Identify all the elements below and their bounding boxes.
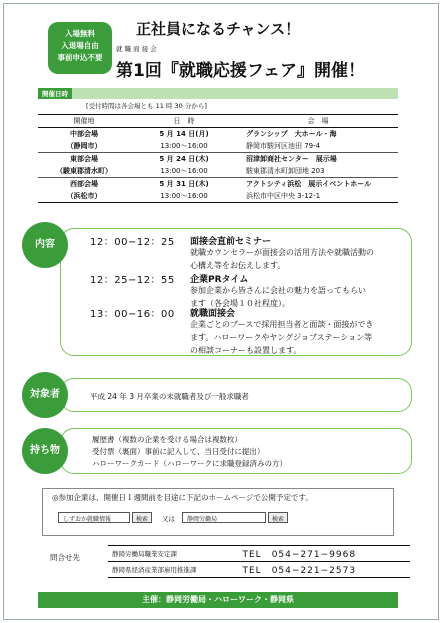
event-time: 13:00〜16:00 [130,190,238,203]
target-circle: 対象者 [22,372,68,418]
schedule-bar [38,88,398,99]
bring-list [92,434,287,470]
free-entry-badge [48,22,112,74]
organizer-small: 就 職 面 接 会 [116,45,157,53]
badge-line2: 入退場自由 [61,41,99,50]
table-row [38,128,398,141]
desc-line: の相談コーナーも設置します。 [190,346,302,355]
event-date: 5 月 14 日(月) [130,128,238,141]
desc-line: ます（各会場１０社程度）。 [190,299,290,308]
or-text: 又は [162,515,175,523]
table-row [38,140,398,153]
table-row [38,190,398,203]
bring-item: 履歴書（複数の企業を受ける場合は複数枚） [92,435,242,444]
program-name: 企業PRタイム [190,275,249,285]
venue-name: 西部会場 [38,178,130,191]
contact-label: 問合せ先 [50,553,80,562]
bring-circle: 持ち物 [22,428,68,474]
contact-tel: TEL 054−221−2573 [239,562,411,578]
venue-address: 駿東郡清水町卸団地 203 [246,167,325,175]
venue-sub: （静岡市） [66,142,102,150]
venue-sub: （駿東郡清水町） [56,167,112,175]
desc-line: 就職カウンセラーが面接会の活用方法や就職活動の [190,248,374,257]
venue-address: 静岡市駿河区池田 79-4 [246,142,321,150]
footer-organizers: 主催：静岡労働局・ハローワーク・静岡県 [38,592,398,608]
table-row [108,562,410,578]
desc-line: 心構え等をお伝えします。 [190,261,286,270]
contact-tel: TEL 054−271−9968 [239,546,411,562]
search-input-roudoukyoku[interactable]: 静岡労働局 [182,512,266,523]
desc-line: 参加企業から皆さんに会社の魅力を語ってもらい [190,286,366,295]
table-row [38,178,398,191]
program-name: 面接会直前セミナー [190,237,272,247]
notice-text: ◎参加企業は、開催日１週間前を目途に下記のホームページで公開予定です。 [52,493,313,502]
event-time: 13:00〜16:00 [160,167,208,175]
desc-line: ます。ハローワークやヤングジョブステーション等 [190,333,373,342]
target-text: 平成 24 年 3 月卒業の未就職者及び一般求職者 [90,392,249,401]
table-row [108,546,410,562]
program-desc [190,318,373,357]
bring-item: ハローワークカード（ハローワークに求職登録済みの方） [92,459,287,468]
contact-org: 静岡県経済産業部雇用推進課 [108,562,239,578]
schedule-table [38,114,398,203]
event-date: 5 月 24 日(木) [130,153,238,166]
bring-item: 受付票（裏面）事前に記入して、当日受付に提出） [92,447,265,456]
venue-place: アクトシティ浜松 展示イベントホール [238,178,398,191]
desc-line: 企業ごとのブースで採用担当者と面談・面接ができ [190,320,374,329]
venue-name: 中部会場 [38,128,130,141]
venue-name: 東部会場 [38,153,130,166]
venue-place: 沼津卸商社センター 展示場 [238,153,398,166]
venue-place: グランシップ 大ホール・海 [238,128,398,141]
page-title: 第1回『就職応援フェア』開催！ [116,61,365,81]
table-row [38,165,398,178]
search-button[interactable]: 検索 [132,512,152,523]
contact-org: 静岡労働局職業安定課 [108,546,239,562]
table-row [38,153,398,166]
search-input-shizuoka[interactable]: しずおか就職情報 [58,512,130,523]
col-header: 開催地 [38,115,130,128]
search-button[interactable]: 検索 [268,512,288,523]
content-circle: 内容 [22,222,68,268]
event-time: 13:00〜16:00 [160,142,208,150]
program-name: 就職面接会 [190,309,236,319]
venue-address: 浜松市中区中央 3-12-1 [238,190,398,203]
schedule-tag: 開催日時 [38,88,72,99]
hours-note: [受付時間は各会場とも 11 時 30 分から] [86,102,207,110]
headline: 正社員になるチャンス！ [136,20,301,38]
contact-table [108,545,410,578]
program-time: 12：00−12：25 [90,237,175,248]
badge-line3: 事前申込不要 [57,53,103,62]
venue-sub: （浜松市） [38,190,130,203]
col-header: 会 場 [238,115,398,128]
badge-line1: 入場無料 [65,29,95,38]
event-date: 5 月 31 日(木) [130,178,238,191]
program-time: 13：00−16：00 [90,309,175,320]
program-desc [190,246,374,272]
program-time: 12：25−12：55 [90,275,175,286]
col-header: 日 時 [130,115,238,128]
